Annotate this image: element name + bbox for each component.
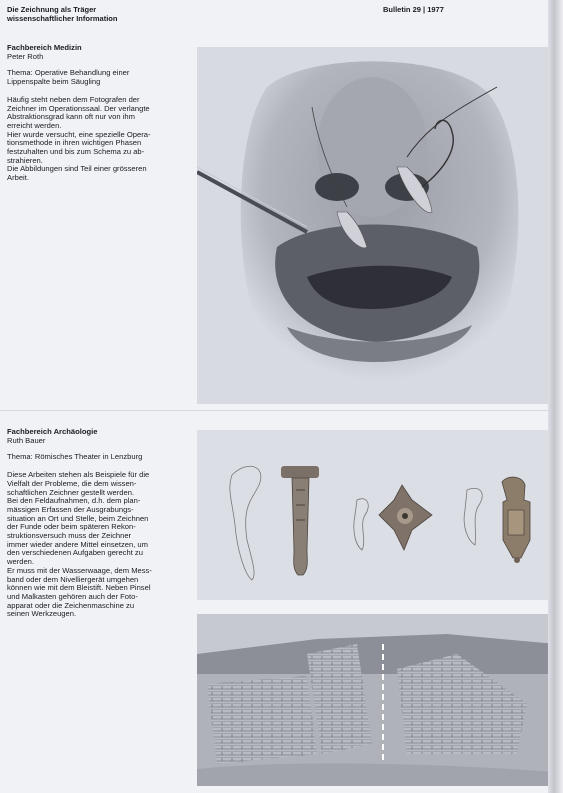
- body-line: und Malkasten gehören auch der Foto-: [7, 591, 138, 601]
- body-line: Vielfalt der Probleme, die dem wissen-: [7, 478, 137, 488]
- section-topic: [7, 453, 190, 462]
- body-line: Er muss mit der Wasserwaage, dem Mess-: [7, 565, 152, 575]
- body-line: Hier wurde versucht, eine spezielle Opera-: [7, 129, 151, 139]
- body-line: können wie mit dem Bleistift. Neben Pinsel: [7, 583, 151, 593]
- body-line: mässigen Erfassen der Ausgrabungs-: [7, 504, 134, 514]
- topic-line: Thema: Operative Behandlung einer: [7, 68, 130, 78]
- section-body: [7, 471, 190, 619]
- body-line: immer wieder andere Mittel einsetzen, um: [7, 539, 148, 549]
- body-line: strahieren.: [7, 155, 43, 165]
- body-line: festzuhalten und bis zum Schema zu ab-: [7, 147, 145, 157]
- body-line: Die Abbildungen sind Teil einer grösseren: [7, 164, 147, 174]
- header-line-1: Die Zeichnung als Träger: [7, 5, 97, 14]
- surgery-illustration: [197, 47, 556, 404]
- running-header: [7, 5, 117, 23]
- body-line: Arbeit.: [7, 173, 29, 183]
- body-line: erreicht werden.: [7, 120, 62, 130]
- section-archaeologie-text: [7, 428, 190, 619]
- section-medizin-text: [7, 44, 190, 183]
- body-line: werden.: [7, 557, 35, 567]
- fibula-drawings: [197, 430, 556, 600]
- page-edge: [548, 0, 563, 793]
- body-line: seinen Werkzeugen.: [7, 609, 77, 619]
- section-divider: [0, 410, 548, 411]
- body-line: Bei den Feldaufnahmen, d.h. dem plan-: [7, 496, 141, 506]
- body-line: band oder dem Nivelliergerät umgehen: [7, 574, 139, 584]
- body-line: struktionsversuch muss der Zeichner: [7, 531, 132, 541]
- section-author: Ruth Bauer: [7, 435, 46, 445]
- body-line: situation an Ort und Stelle, beim Zeichnen: [7, 513, 149, 523]
- section-topic: [7, 69, 190, 86]
- body-line: Abstraktionsgrad kann oft nur von ihm: [7, 112, 135, 122]
- excavation-drawing: [197, 614, 556, 786]
- bulletin-number: Bulletin 29 | 1977: [383, 5, 444, 14]
- topic-line: Thema: Römisches Theater in Lenzburg: [7, 452, 143, 462]
- section-department: Fachbereich Medizin: [7, 43, 82, 52]
- section-department: Fachbereich Archäologie: [7, 427, 98, 436]
- header-line-2: wissenschaftlicher Information: [7, 14, 118, 23]
- section-body: [7, 96, 190, 183]
- body-line: tionsmethode in ihren wichtigen Phasen: [7, 138, 142, 148]
- body-line: apparat oder die Zeichenmaschine zu: [7, 600, 135, 610]
- body-line: Zeichner im Operationssaal. Der verlangte: [7, 103, 150, 113]
- body-line: den verschiedenen Aufgaben gerecht zu: [7, 548, 143, 558]
- body-line: der Funde oder beim späteren Rekon-: [7, 522, 136, 532]
- body-line: Diese Arbeiten stehen als Beispiele für die: [7, 470, 150, 480]
- body-line: Häufig steht neben dem Fotografen der: [7, 94, 140, 104]
- body-line: schaftlichen Zeichner gestellt werden.: [7, 487, 135, 497]
- topic-line: Lippenspalte beim Säugling: [7, 77, 101, 87]
- section-author: Peter Roth: [7, 51, 44, 61]
